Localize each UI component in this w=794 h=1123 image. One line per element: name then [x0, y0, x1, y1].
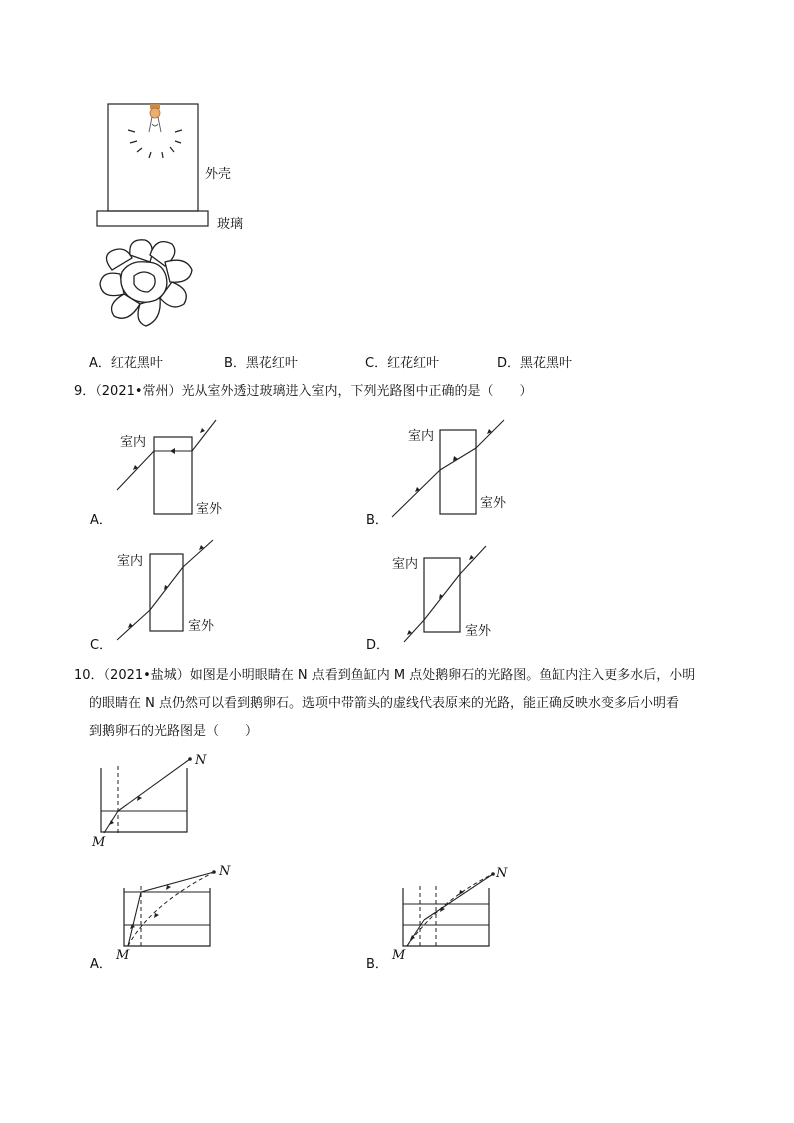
label-shell: 外壳: [205, 167, 232, 182]
q8-option-a[interactable]: A．红花黑叶: [89, 356, 163, 371]
q10a-label-n: N: [219, 864, 231, 879]
q10b-label-m: M: [392, 948, 406, 963]
q9c-outdoor-label: 室外: [188, 619, 215, 634]
q9d-indoor-label: 室内: [392, 557, 419, 572]
q8-option-c[interactable]: C．红花红叶: [365, 356, 440, 371]
q9a-indoor-label: 室内: [120, 435, 147, 450]
q10-stem-line3: 到鹅卵石的光路图是（ ）: [89, 724, 259, 739]
q10a-label-m: M: [116, 948, 130, 963]
q9b-outdoor-label: 室外: [480, 496, 507, 511]
label-glass: 玻璃: [217, 217, 244, 232]
q9-option-c[interactable]: C．: [90, 638, 113, 653]
q9-option-a[interactable]: A．: [90, 513, 112, 528]
q10b-label-n: N: [496, 866, 508, 881]
q8-option-b[interactable]: B．黑花红叶: [224, 356, 298, 371]
q10-option-b[interactable]: B．: [366, 957, 388, 972]
q10-main-label-n: N: [195, 753, 207, 768]
q10-main-label-m: M: [92, 835, 106, 850]
q9c-indoor-label: 室内: [117, 554, 144, 569]
q9-option-b[interactable]: B．: [366, 513, 388, 528]
q10-stem-line1: 10．（2021•盐城）如图是小明眼睛在 N 点看到鱼缸内 M 点处鹅卵石的光路图。鱼缸内注入更多水后，小明: [74, 668, 696, 683]
q9-option-d[interactable]: D．: [366, 638, 390, 653]
q9b-indoor-label: 室内: [408, 429, 435, 444]
q8-option-d[interactable]: D．黑花黑叶: [497, 356, 573, 371]
q9-stem: 9．（2021•常州）光从室外透过玻璃进入室内，下列光路图中正确的是（ ）: [74, 384, 533, 399]
q9a-outdoor-label: 室外: [196, 502, 223, 517]
q10-stem-line2: 的眼睛在 N 点仍然可以看到鹅卵石。选项中带箭头的虚线代表原来的光路，能正确反映水变多后小明看: [89, 696, 679, 711]
q9d-outdoor-label: 室外: [465, 624, 492, 639]
q10-option-a[interactable]: A．: [90, 957, 112, 972]
